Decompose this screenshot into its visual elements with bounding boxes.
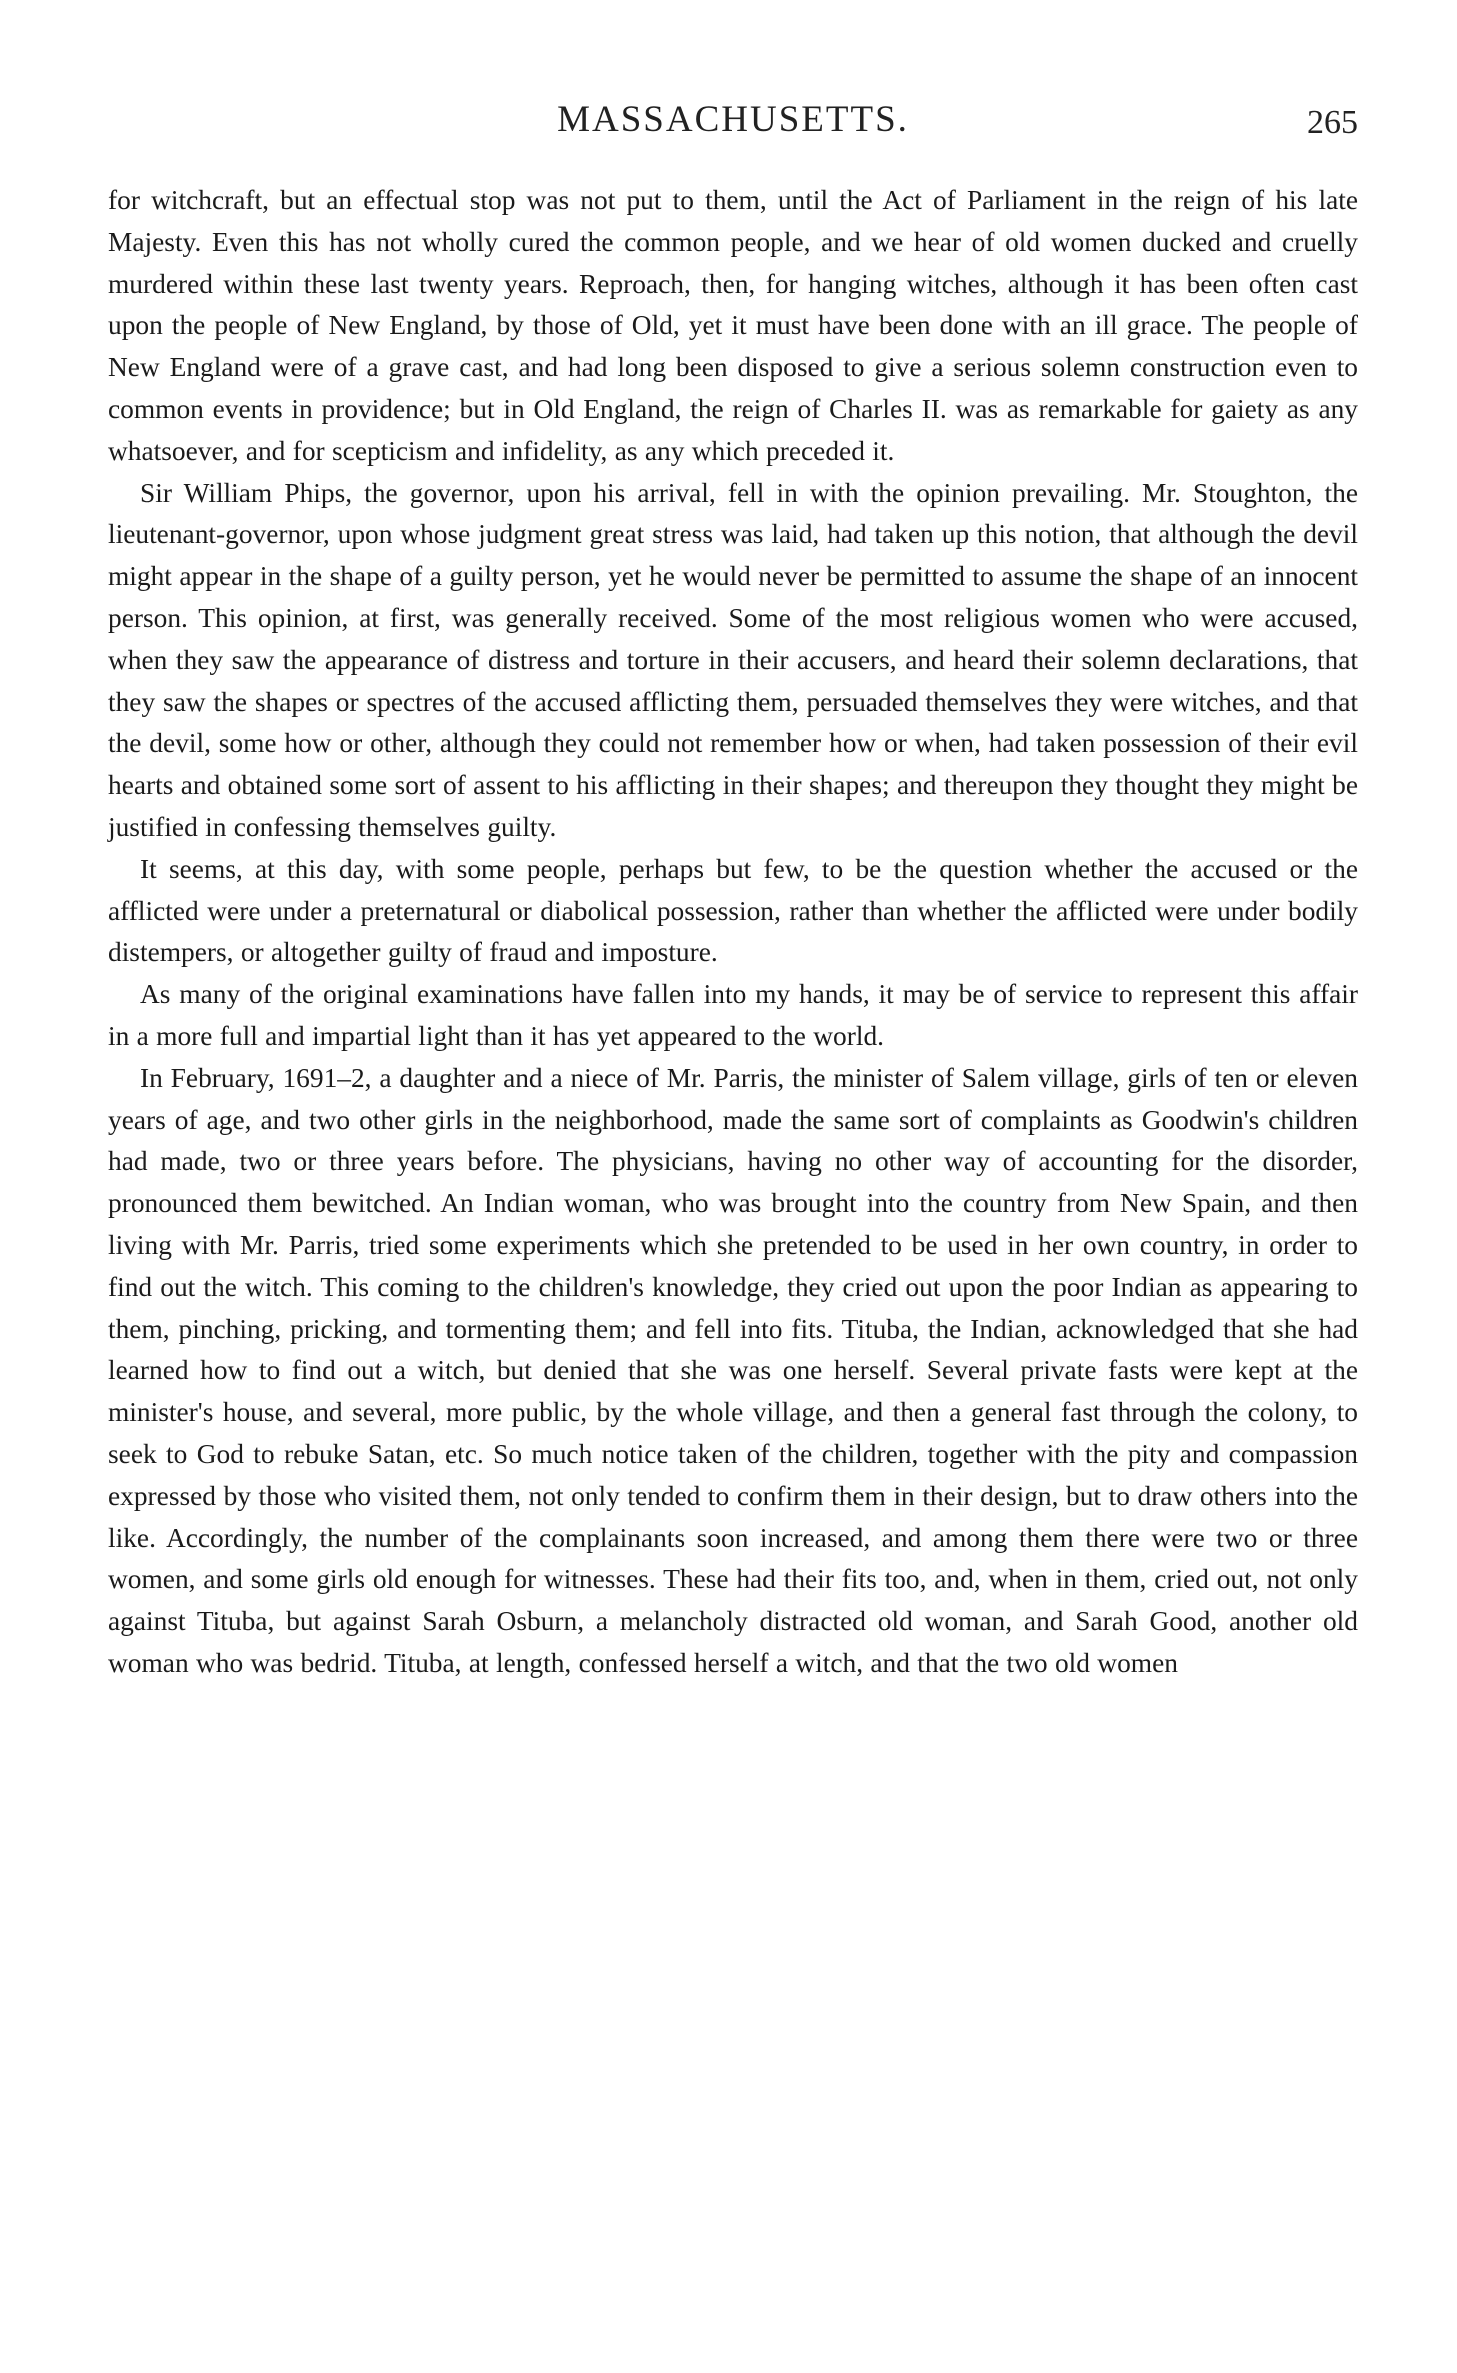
running-head <box>108 98 1358 158</box>
paragraph-continuation: for witchcraft, but an effectual stop was not put to them, until the Act of Parliament in the reign of his late Majesty. Even this has not wholly cured the common people, and we hear of old women ducked and cruelly murdered within these last twenty years. Reproach, then, for hanging witches, although it has been often cast upon the people of New England, by those of Old, yet it must have been done with an ill grace. The people of New England were of a grave cast, and had long been disposed to give a serious solemn construction even to common events in providence; but in Old England, the reign of Charles II. was as remarkable for gaiety as any whatsoever, and for scepticism and infidelity, as any which preceded it. <box>108 185 1358 466</box>
paragraph-february: In February, 1691–2, a daughter and a niece of Mr. Parris, the minister of Salem village, girls of ten or eleven years of age, and two other girls in the neighborhood, made the same sort of complaints as Goodwin's children had made, two or three years before. The physicians, having no other way of accounting for the disorder, pronounced them bewitched. An Indian woman, who was brought into the country from New Spain, and then living with Mr. Parris, tried some experiments which she pretended to be used in her own country, in order to find out the witch. This coming to the children's knowledge, they cried out upon the poor Indian as appearing to them, pinching, pricking, and tormenting them; and fell into fits. Tituba, the Indian, acknowledged that she had learned how to find out a witch, but denied that she was one herself. Several private fasts were kept at the minister's house, and several, more public, by the whole village, and then a general fast through the colony, to seek to God to rebuke Satan, etc. So much notice taken of the children, together with the pity and compassion expressed by those who visited them, not only tended to confirm them in their design, but to draw others into the like. Accordingly, the number of the complainants soon increased, and among them there were two or three women, and some girls old enough for witnesses. These had their fits too, and, when in them, cried out, not only against Tituba, but against Sarah Osburn, a melancholy distracted old woman, and Sarah Good, another old woman who was bedrid. Tituba, at length, confessed herself a witch, and that the two old women <box>108 1062 1358 1678</box>
paragraph-examinations: As many of the original examinations have fallen into my hands, it may be of service to represent this affair in a more full and impartial light than it has yet appeared to the world. <box>108 979 1358 1051</box>
body-text <box>108 180 1358 1685</box>
page-number: 265 <box>1307 104 1358 141</box>
running-title: MASSACHUSETTS. <box>557 99 909 140</box>
paragraph-question: It seems, at this day, with some people, perhaps but few, to be the question whether the accused or the afflicted were under a preternatural or diabolical possession, rather than whether the afflicted were under bodily distempers, or altogether guilty of fraud and imposture. <box>108 853 1358 968</box>
paragraph-phips: Sir William Phips, the governor, upon his arrival, fell in with the opinion prevailing. Mr. Stoughton, the lieutenant-governor, upon whose judgment great stress was laid, had taken up this notion, that although the devil might appear in the shape of a guilty person, yet he would never be permitted to assume the shape of an innocent person. This opinion, at first, was generally received. Some of the most religious women who were accused, when they saw the appearance of distress and torture in their accusers, and heard their solemn declarations, that they saw the shapes or spectres of the accused afflicting them, persuaded themselves they were witches, and that the devil, some how or other, although they could not remember how or when, had taken possession of their evil hearts and obtained some sort of assent to his afflicting in their shapes; and thereupon they thought they might be justified in confessing themselves guilty. <box>108 477 1358 842</box>
